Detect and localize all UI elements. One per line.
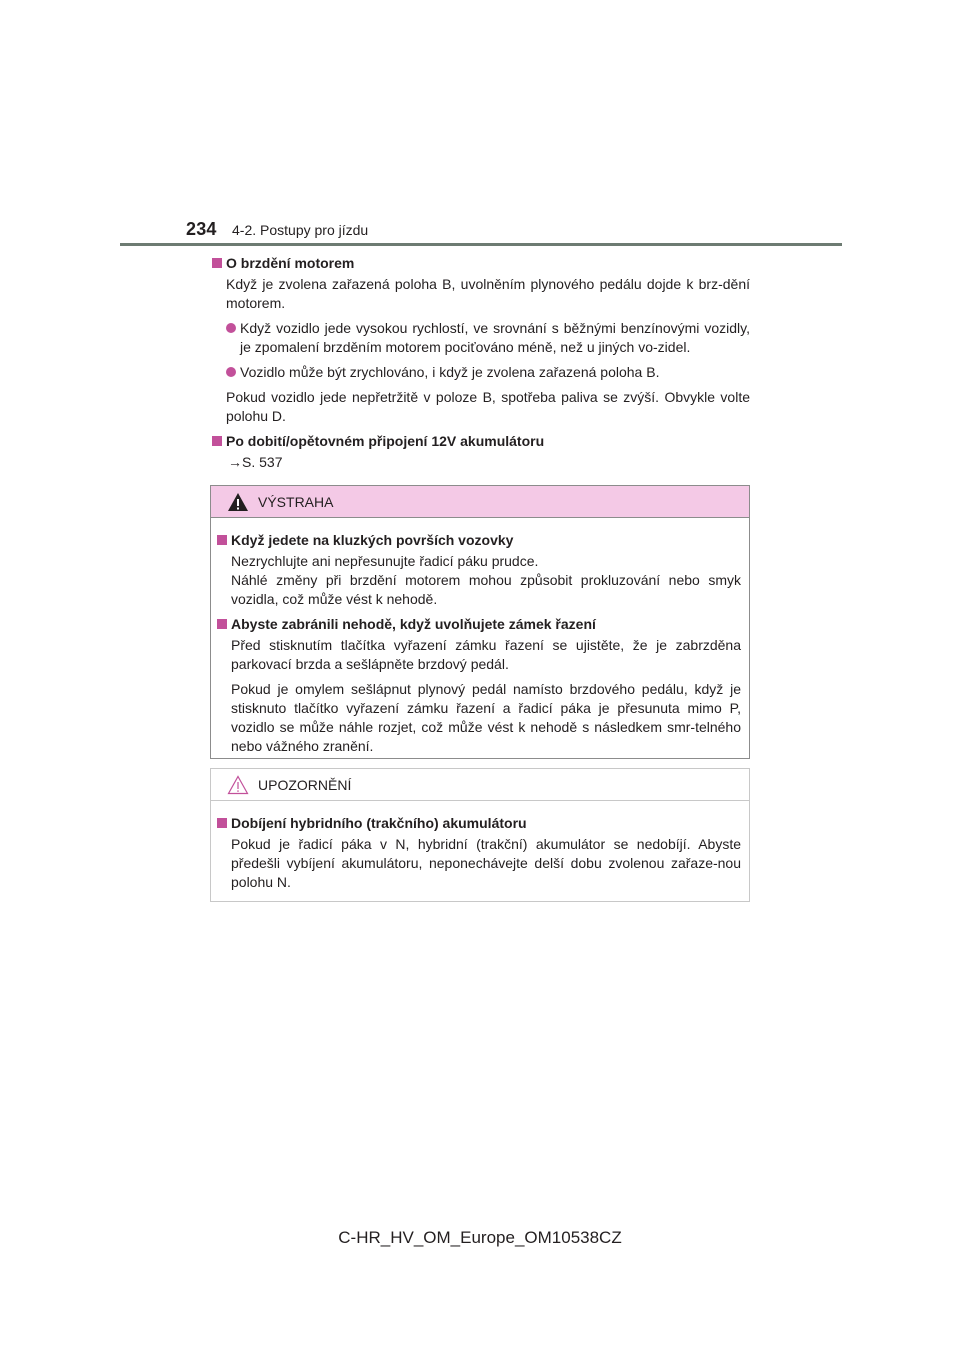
paragraph: Pokud je omylem sešlápnut plynový pedál namísto brzdového pedálu, když je stisknuto tlačítko vyřazení zámku řazení a řadicí páka je přesunuta mimo P, vozidlo se může náhle rozjet, což může vést k nehodě s následkem smr-telného nebo vážného zranění. <box>231 681 741 754</box>
warning-heading-slippery <box>215 531 741 550</box>
caution-box <box>210 768 750 902</box>
square-bullet-icon <box>217 535 227 545</box>
square-bullet-icon <box>212 436 222 446</box>
heading-text: Když jedete na kluzkých površích vozovky <box>231 532 514 548</box>
paragraph: Pokud vozidlo jede nepřetržitě v poloze B, spotřeba paliva se zvýší. Obvykle volte polohu D. <box>226 389 750 424</box>
caution-label: UPOZORNĚNÍ <box>258 776 352 793</box>
list-item-text: Když vozidlo jede vysokou rychlostí, ve srovnání s běžnými benzínovými vozidly, je zpomalení brzděním motorem pociťováno méně, než u jiných vo-zidel. <box>240 320 750 355</box>
list-item <box>210 319 750 357</box>
paragraph: Náhlé změny při brzdění motorem mohou způsobit prokluzování nebo smyk vozidla, což může vést k nehodě. <box>231 572 741 607</box>
warning-label: VÝSTRAHA <box>258 493 334 510</box>
warning-box <box>210 485 750 759</box>
heading-text: Po dobití/opětovném připojení 12V akumulátoru <box>226 433 545 449</box>
section-heading-engine-braking <box>210 254 750 273</box>
paragraph: Před stisknutím tlačítka vyřazení zámku řazení se ujistěte, že je zabrzděna parkovací brzda a sešlápněte brzdový pedál. <box>231 637 741 672</box>
list-item-text: Vozidlo může být zrychlováno, i když je zvolena zařazená poloha B. <box>240 364 660 380</box>
page-reference-link[interactable]: →S. 537 <box>228 454 283 470</box>
heading-text: O brzdění motorem <box>226 255 355 271</box>
main-content <box>210 254 750 478</box>
section-title: 4-2. Postupy pro jízdu <box>232 222 369 238</box>
warning-heading-shift-lock <box>215 615 741 634</box>
square-bullet-icon <box>217 818 227 828</box>
list-item <box>210 363 750 382</box>
caution-body <box>211 801 749 892</box>
round-bullet-icon <box>226 323 236 333</box>
section-heading-battery <box>210 432 750 451</box>
paragraph: Nezrychlujte ani nepřesunujte řadicí páku prudce. <box>231 553 539 569</box>
page-number: 234 <box>186 219 217 239</box>
paragraph: Když je zvolena zařazená poloha B, uvolněním plynového pedálu dojde k brz-dění motorem. <box>226 276 750 311</box>
caution-heading-charging <box>215 814 741 833</box>
page-header <box>0 0 960 250</box>
heading-text: Dobíjení hybridního (trakčního) akumulátoru <box>231 815 527 831</box>
heading-text: Abyste zabránili nehodě, když uvolňujete zámek řazení <box>231 616 596 632</box>
square-bullet-icon <box>217 619 227 629</box>
footer-doc-id: C-HR_HV_OM_Europe_OM10538CZ <box>338 1228 622 1247</box>
square-bullet-icon <box>212 258 222 268</box>
caution-triangle-icon <box>227 775 249 795</box>
paragraph: Pokud je řadicí páka v N, hybridní (trakční) akumulátor se nedobíjí. Abyste předešli vybíjení akumulátoru, neponechávejte delší dobu zvolenou zařaze-nou polohu N. <box>231 836 741 890</box>
warning-triangle-icon <box>227 492 249 512</box>
caution-header <box>211 769 749 801</box>
header-divider <box>120 243 842 246</box>
round-bullet-icon <box>226 367 236 377</box>
warning-header <box>211 486 749 518</box>
warning-body <box>211 518 749 756</box>
